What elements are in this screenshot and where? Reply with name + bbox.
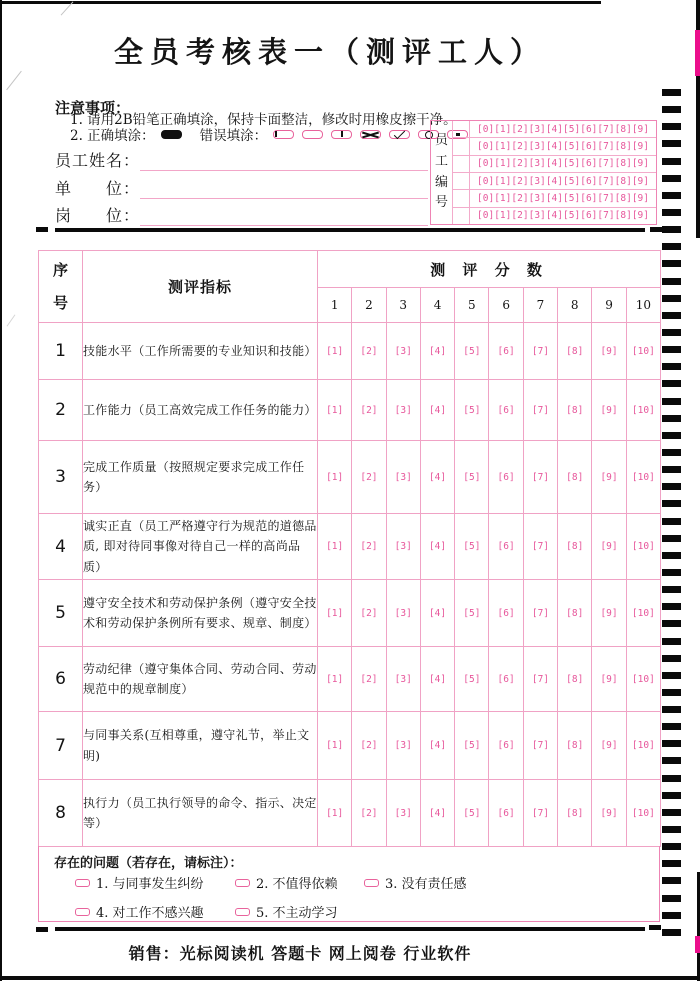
score-bubble[interactable]: [9] bbox=[592, 380, 626, 441]
digit-bubble[interactable]: [3] bbox=[528, 192, 546, 204]
timing-mark bbox=[662, 655, 681, 662]
problem-item bbox=[235, 902, 338, 921]
table-row bbox=[39, 780, 661, 847]
score-bubble[interactable]: [3] bbox=[386, 712, 420, 780]
row-number: 4 bbox=[39, 514, 83, 580]
scan-edge-top bbox=[0, 1, 601, 4]
timing-mark bbox=[662, 175, 681, 182]
timing-mark bbox=[662, 312, 681, 319]
timing-mark bbox=[662, 363, 681, 370]
score-column-number: 4 bbox=[420, 288, 454, 323]
table-row bbox=[39, 580, 661, 647]
digit-bubble[interactable]: [6] bbox=[580, 158, 598, 170]
digit-bubble[interactable]: [0] bbox=[477, 140, 495, 152]
employee-name-input-line[interactable] bbox=[140, 152, 428, 171]
digit-bubble[interactable]: [8] bbox=[614, 210, 632, 222]
problem-item bbox=[235, 873, 338, 892]
score-bubble[interactable]: [7] bbox=[523, 514, 557, 580]
table-row bbox=[39, 514, 661, 580]
problem-item bbox=[75, 873, 204, 892]
problem-checkbox-1[interactable] bbox=[75, 879, 90, 887]
digit-bubble[interactable]: [2] bbox=[511, 192, 529, 204]
score-column-number: 10 bbox=[626, 288, 660, 323]
digit-bubble[interactable]: [1] bbox=[494, 175, 512, 187]
digit-bubble[interactable]: [0] bbox=[477, 210, 495, 222]
employee-id-row bbox=[453, 156, 656, 173]
score-bubble[interactable]: [10] bbox=[626, 580, 660, 647]
digit-bubble[interactable]: [2] bbox=[511, 123, 529, 135]
digit-bubble[interactable]: [8] bbox=[614, 158, 632, 170]
score-bubble[interactable]: [3] bbox=[386, 514, 420, 580]
correct-fill-sample bbox=[161, 130, 182, 139]
problem-label: 4. 对工作不感兴趣 bbox=[96, 906, 204, 921]
magenta-strip-bottom bbox=[695, 936, 700, 953]
score-bubble[interactable]: [7] bbox=[523, 380, 557, 441]
score-bubble[interactable]: [4] bbox=[420, 514, 454, 580]
digit-bubble[interactable]: [7] bbox=[597, 175, 615, 187]
score-bubble[interactable]: [5] bbox=[455, 323, 489, 380]
score-bubble[interactable]: [8] bbox=[558, 712, 592, 780]
digit-bubble[interactable]: [6] bbox=[580, 140, 598, 152]
employee-id-label: 员工编号 bbox=[431, 121, 453, 224]
score-bubble[interactable]: [9] bbox=[592, 780, 626, 847]
digit-bubble[interactable]: [0] bbox=[477, 192, 495, 204]
score-column-number: 3 bbox=[386, 288, 420, 323]
timing-mark bbox=[662, 209, 681, 216]
id-digit-write-cell[interactable] bbox=[453, 173, 470, 189]
digit-bubble[interactable]: [0] bbox=[477, 123, 495, 135]
score-bubble[interactable]: [4] bbox=[420, 580, 454, 647]
digit-bubble[interactable]: [9] bbox=[631, 210, 649, 222]
post-input-line[interactable] bbox=[140, 207, 428, 226]
score-bubble[interactable]: [7] bbox=[523, 712, 557, 780]
scan-edge-left bbox=[0, 0, 2, 981]
header-no: 序号 bbox=[39, 251, 83, 323]
timing-mark bbox=[662, 586, 681, 593]
table-row bbox=[39, 647, 661, 712]
timing-mark bbox=[662, 243, 681, 250]
score-bubble[interactable]: [4] bbox=[420, 712, 454, 780]
digit-bubble[interactable]: [4] bbox=[545, 140, 563, 152]
page-title: 全员考核表一（测评工人） bbox=[113, 35, 546, 69]
digit-bubble[interactable]: [4] bbox=[545, 210, 563, 222]
table-row bbox=[39, 323, 661, 380]
score-bubble[interactable]: [4] bbox=[420, 380, 454, 441]
score-bubble[interactable]: [3] bbox=[386, 780, 420, 847]
row-indicator: 诚实正直（员工严格遵守行为规范的道德品质, 即对待同事像对待自己一样的高尚品质） bbox=[83, 514, 318, 580]
digit-bubble[interactable]: [4] bbox=[545, 123, 563, 135]
timing-mark bbox=[662, 398, 681, 405]
row-number: 8 bbox=[39, 780, 83, 847]
score-bubble[interactable]: [2] bbox=[352, 380, 386, 441]
digit-bubble[interactable]: [9] bbox=[631, 158, 649, 170]
score-column-number: 1 bbox=[318, 288, 352, 323]
score-bubble[interactable]: [10] bbox=[626, 712, 660, 780]
timing-mark bbox=[662, 929, 681, 936]
digit-bubble[interactable]: [0] bbox=[477, 158, 495, 170]
digit-bubble[interactable]: [1] bbox=[494, 123, 512, 135]
score-column-number: 8 bbox=[558, 288, 592, 323]
timing-mark bbox=[662, 415, 681, 422]
employee-id-rows bbox=[453, 121, 656, 224]
omr-sync-square bbox=[36, 927, 48, 932]
digit-bubble[interactable]: [6] bbox=[580, 210, 598, 222]
digit-bubble[interactable]: [0] bbox=[477, 175, 495, 187]
omr-timing-track bbox=[662, 89, 681, 946]
score-bubble[interactable]: [8] bbox=[558, 780, 592, 847]
digit-bubble[interactable]: [4] bbox=[545, 158, 563, 170]
timing-mark bbox=[662, 895, 681, 902]
problem-checkbox-2[interactable] bbox=[235, 879, 250, 887]
digit-bubble[interactable]: [2] bbox=[511, 158, 529, 170]
score-bubble[interactable]: [5] bbox=[455, 441, 489, 514]
digit-bubble[interactable]: [6] bbox=[580, 123, 598, 135]
score-bubble[interactable]: [5] bbox=[455, 780, 489, 847]
timing-mark bbox=[662, 877, 681, 884]
timing-mark bbox=[662, 346, 681, 353]
score-bubble[interactable]: [9] bbox=[592, 323, 626, 380]
score-bubble[interactable]: [3] bbox=[386, 647, 420, 712]
timing-mark bbox=[662, 775, 681, 782]
problems-section bbox=[38, 846, 660, 922]
scan-scratch bbox=[6, 71, 22, 91]
timing-mark bbox=[662, 569, 681, 576]
digit-bubble[interactable]: [7] bbox=[597, 192, 615, 204]
score-bubble[interactable]: [1] bbox=[318, 514, 352, 580]
score-column-number: 6 bbox=[489, 288, 523, 323]
digit-bubble[interactable]: [5] bbox=[563, 210, 581, 222]
score-bubble[interactable]: [3] bbox=[386, 380, 420, 441]
problem-label: 5. 不主动学习 bbox=[256, 906, 338, 921]
score-bubble[interactable]: [2] bbox=[352, 441, 386, 514]
timing-mark bbox=[662, 912, 681, 919]
timing-mark bbox=[662, 106, 681, 113]
digit-bubble[interactable]: [7] bbox=[597, 123, 615, 135]
table-row bbox=[39, 380, 661, 441]
notice-line-2 bbox=[70, 124, 476, 144]
timing-mark bbox=[662, 329, 681, 336]
digit-bubble[interactable]: [5] bbox=[563, 140, 581, 152]
employee-id-row bbox=[453, 190, 656, 207]
digit-bubble[interactable]: [6] bbox=[580, 192, 598, 204]
digit-bubble[interactable]: [9] bbox=[631, 192, 649, 204]
score-bubble[interactable]: [6] bbox=[489, 380, 523, 441]
timing-mark bbox=[662, 432, 681, 439]
timing-mark bbox=[662, 843, 681, 850]
row-indicator: 执行力（员工执行领导的命令、指示、决定等） bbox=[83, 780, 318, 847]
wrong-fill-sample-leftbar bbox=[273, 130, 294, 139]
field-unit bbox=[55, 176, 428, 199]
timing-mark bbox=[662, 518, 681, 525]
digit-bubble[interactable]: [7] bbox=[597, 140, 615, 152]
wrong-fill-sample-centerbar bbox=[331, 130, 352, 139]
row-indicator: 技能水平（工作所需要的专业知识和技能） bbox=[83, 323, 318, 380]
score-bubble[interactable]: [4] bbox=[420, 441, 454, 514]
wrong-fill-label: 错误填涂： bbox=[199, 128, 268, 144]
score-bubble[interactable]: [7] bbox=[523, 323, 557, 380]
digit-bubble[interactable]: [9] bbox=[631, 123, 649, 135]
magenta-strip-top bbox=[695, 30, 700, 76]
employee-id-row bbox=[453, 208, 656, 224]
score-bubble[interactable]: [9] bbox=[592, 514, 626, 580]
score-bubble[interactable]: [2] bbox=[352, 780, 386, 847]
score-bubble[interactable]: [4] bbox=[420, 780, 454, 847]
score-bubble[interactable]: [1] bbox=[318, 712, 352, 780]
row-indicator: 完成工作质量（按照规定要求完成工作任务） bbox=[83, 441, 318, 514]
score-column-number: 7 bbox=[523, 288, 557, 323]
digit-bubble[interactable]: [2] bbox=[511, 140, 529, 152]
timing-mark bbox=[662, 380, 681, 387]
employee-id-row bbox=[453, 138, 656, 155]
score-bubble[interactable]: [1] bbox=[318, 647, 352, 712]
digit-bubble[interactable]: [3] bbox=[528, 123, 546, 135]
score-bubble[interactable]: [10] bbox=[626, 780, 660, 847]
digit-bubble[interactable]: [1] bbox=[494, 210, 512, 222]
timing-mark bbox=[662, 740, 681, 747]
digit-bubble[interactable]: [8] bbox=[614, 175, 632, 187]
score-bubble[interactable]: [5] bbox=[455, 580, 489, 647]
timing-mark bbox=[662, 295, 681, 302]
correct-fill-label: 2. 正确填涂： bbox=[70, 128, 155, 144]
score-column-number: 2 bbox=[352, 288, 386, 323]
digit-bubble[interactable]: [5] bbox=[563, 192, 581, 204]
problem-checkbox-5[interactable] bbox=[235, 908, 250, 916]
digit-bubble[interactable]: [4] bbox=[545, 175, 563, 187]
id-digit-write-cell[interactable] bbox=[453, 208, 470, 224]
score-bubble[interactable]: [2] bbox=[352, 647, 386, 712]
score-bubble[interactable]: [1] bbox=[318, 323, 352, 380]
timing-mark bbox=[662, 792, 681, 799]
score-bubble[interactable]: [2] bbox=[352, 580, 386, 647]
digit-bubble[interactable]: [4] bbox=[545, 192, 563, 204]
row-number: 2 bbox=[39, 380, 83, 441]
timing-mark bbox=[662, 500, 681, 507]
score-bubble[interactable]: [10] bbox=[626, 514, 660, 580]
employee-id-box bbox=[430, 120, 657, 225]
timing-mark bbox=[662, 89, 681, 96]
problem-item bbox=[364, 873, 467, 892]
row-number: 5 bbox=[39, 580, 83, 647]
score-bubble[interactable]: [8] bbox=[558, 647, 592, 712]
score-bubble[interactable]: [6] bbox=[489, 712, 523, 780]
timing-mark bbox=[662, 638, 681, 645]
timing-mark bbox=[662, 192, 681, 199]
score-bubble[interactable]: [5] bbox=[455, 380, 489, 441]
score-bubble[interactable]: [3] bbox=[386, 441, 420, 514]
score-bubble[interactable]: [1] bbox=[318, 441, 352, 514]
digit-bubble[interactable]: [1] bbox=[494, 158, 512, 170]
timing-mark bbox=[662, 689, 681, 696]
header-indicator: 测评指标 bbox=[83, 251, 318, 323]
digit-bubble[interactable]: [5] bbox=[563, 123, 581, 135]
score-bubble[interactable]: [10] bbox=[626, 380, 660, 441]
notices-heading: 注意事项： bbox=[55, 99, 131, 117]
timing-mark bbox=[662, 826, 681, 833]
wrong-fill-sample-cross bbox=[360, 130, 381, 139]
timing-mark bbox=[662, 260, 681, 267]
score-bubble[interactable]: [10] bbox=[626, 647, 660, 712]
problem-checkbox-3[interactable] bbox=[364, 879, 379, 887]
score-bubble[interactable]: [2] bbox=[352, 712, 386, 780]
score-bubble[interactable]: [8] bbox=[558, 514, 592, 580]
digit-bubble[interactable]: [2] bbox=[511, 210, 529, 222]
score-bubble[interactable]: [1] bbox=[318, 380, 352, 441]
timing-mark bbox=[662, 757, 681, 764]
digit-bubble[interactable]: [8] bbox=[614, 140, 632, 152]
row-number: 6 bbox=[39, 647, 83, 712]
score-bubble[interactable]: [3] bbox=[386, 323, 420, 380]
employee-id-row bbox=[453, 121, 656, 138]
timing-mark bbox=[662, 809, 681, 816]
timing-mark bbox=[662, 226, 681, 233]
digit-bubble[interactable]: [8] bbox=[614, 123, 632, 135]
timing-mark bbox=[662, 535, 681, 542]
score-bubble[interactable]: [1] bbox=[318, 580, 352, 647]
score-bubble[interactable]: [8] bbox=[558, 323, 592, 380]
score-bubble[interactable]: [7] bbox=[523, 780, 557, 847]
field-employee-name bbox=[55, 148, 428, 171]
row-number: 1 bbox=[39, 323, 83, 380]
timing-mark bbox=[662, 672, 681, 679]
score-bubble[interactable]: [7] bbox=[523, 441, 557, 514]
score-bubble[interactable]: [8] bbox=[558, 380, 592, 441]
timing-mark bbox=[662, 603, 681, 610]
timing-mark bbox=[662, 706, 681, 713]
score-bubble[interactable]: [6] bbox=[489, 647, 523, 712]
scan-scratch bbox=[7, 314, 16, 326]
timing-mark bbox=[662, 620, 681, 627]
score-bubble[interactable]: [6] bbox=[489, 441, 523, 514]
notice-line-1: 1. 请用2B铅笔正确填涂，保持卡面整洁，修改时用橡皮擦干净。 bbox=[70, 112, 457, 128]
field-label: 单 位： bbox=[55, 179, 141, 198]
digit-bubble[interactable]: [6] bbox=[580, 175, 598, 187]
digit-bubble[interactable]: [3] bbox=[528, 175, 546, 187]
row-indicator: 遵守安全技术和劳动保护条例（遵守安全技术和劳动保护条例所有要求、规章、制度） bbox=[83, 580, 318, 647]
omr-sync-line-top bbox=[55, 228, 645, 232]
score-bubble[interactable]: [5] bbox=[455, 647, 489, 712]
table-row bbox=[39, 441, 661, 514]
timing-mark bbox=[662, 449, 681, 456]
score-bubble[interactable]: [4] bbox=[420, 323, 454, 380]
digit-bubble[interactable]: [7] bbox=[597, 158, 615, 170]
unit-input-line[interactable] bbox=[140, 180, 428, 199]
row-number: 7 bbox=[39, 712, 83, 780]
timing-mark bbox=[662, 860, 681, 867]
table-row bbox=[39, 712, 661, 780]
score-bubble[interactable]: [9] bbox=[592, 712, 626, 780]
score-bubble[interactable]: [9] bbox=[592, 580, 626, 647]
score-bubble[interactable]: [8] bbox=[558, 580, 592, 647]
score-bubble[interactable]: [10] bbox=[626, 441, 660, 514]
omr-sync-line-bottom bbox=[55, 927, 645, 931]
score-bubble[interactable]: [6] bbox=[489, 780, 523, 847]
score-bubble[interactable]: [10] bbox=[626, 323, 660, 380]
timing-mark bbox=[662, 158, 681, 165]
header-score: 测 评 分 数 bbox=[318, 251, 661, 288]
digit-bubble[interactable]: [9] bbox=[631, 175, 649, 187]
digit-bubble[interactable]: [9] bbox=[631, 140, 649, 152]
score-bubble[interactable]: [5] bbox=[455, 712, 489, 780]
digit-bubble[interactable]: [3] bbox=[528, 140, 546, 152]
wrong-fill-sample-empty bbox=[302, 130, 323, 139]
digit-bubble[interactable]: [8] bbox=[614, 192, 632, 204]
row-number: 3 bbox=[39, 441, 83, 514]
digit-bubble[interactable]: [3] bbox=[528, 210, 546, 222]
digit-bubble[interactable]: [7] bbox=[597, 210, 615, 222]
problems-heading: 存在的问题（若存在，请标注）： bbox=[54, 856, 243, 871]
score-bubble[interactable]: [8] bbox=[558, 441, 592, 514]
digit-bubble[interactable]: [3] bbox=[528, 158, 546, 170]
digit-bubble[interactable]: [5] bbox=[563, 158, 581, 170]
problem-label: 1. 与同事发生纠纷 bbox=[96, 877, 204, 892]
timing-mark bbox=[662, 123, 681, 130]
omr-sync-square bbox=[649, 925, 661, 930]
id-digit-write-cell[interactable] bbox=[453, 121, 470, 137]
score-bubble[interactable]: [1] bbox=[318, 780, 352, 847]
score-column-number: 9 bbox=[592, 288, 626, 323]
digit-bubble[interactable]: [5] bbox=[563, 175, 581, 187]
score-bubble[interactable]: [5] bbox=[455, 514, 489, 580]
score-bubble[interactable]: [7] bbox=[523, 647, 557, 712]
vendor-footer: 销售：光标阅读机 答题卡 网上阅卷 行业软件 bbox=[128, 944, 472, 963]
timing-mark bbox=[662, 552, 681, 559]
field-label: 员工姓名： bbox=[55, 151, 141, 170]
field-post bbox=[55, 203, 428, 226]
scan-edge-bottom bbox=[0, 976, 700, 980]
digit-bubble[interactable]: [1] bbox=[494, 140, 512, 152]
score-bubble[interactable]: [4] bbox=[420, 647, 454, 712]
id-digit-write-cell[interactable] bbox=[453, 138, 470, 154]
timing-mark bbox=[662, 466, 681, 473]
timing-mark bbox=[662, 140, 681, 147]
id-digit-write-cell[interactable] bbox=[453, 156, 470, 172]
score-bubble[interactable]: [3] bbox=[386, 580, 420, 647]
score-bubble[interactable]: [9] bbox=[592, 441, 626, 514]
score-bubble[interactable]: [9] bbox=[592, 647, 626, 712]
digit-bubble[interactable]: [1] bbox=[494, 192, 512, 204]
score-bubble[interactable]: [7] bbox=[523, 580, 557, 647]
problem-label: 2. 不值得依赖 bbox=[256, 877, 338, 892]
score-bubble[interactable]: [6] bbox=[489, 580, 523, 647]
field-label: 岗 位： bbox=[55, 206, 141, 225]
digit-bubble[interactable]: [2] bbox=[511, 175, 529, 187]
row-indicator: 劳动纪律（遵守集体合同、劳动合同、劳动规范中的规章制度） bbox=[83, 647, 318, 712]
employee-id-row bbox=[453, 173, 656, 190]
score-column-number: 5 bbox=[455, 288, 489, 323]
score-bubble[interactable]: [2] bbox=[352, 323, 386, 380]
evaluation-table bbox=[38, 250, 661, 847]
score-bubble[interactable]: [2] bbox=[352, 514, 386, 580]
row-indicator: 工作能力（员工高效完成工作任务的能力） bbox=[83, 380, 318, 441]
timing-mark bbox=[662, 278, 681, 285]
wrong-fill-sample-check bbox=[389, 130, 410, 139]
row-indicator: 与同事关系(互相尊重，遵守礼节，举止文明) bbox=[83, 712, 318, 780]
problem-item bbox=[75, 902, 204, 921]
timing-mark bbox=[662, 483, 681, 490]
timing-mark bbox=[662, 723, 681, 730]
score-bubble[interactable]: [6] bbox=[489, 323, 523, 380]
problem-label: 3. 没有责任感 bbox=[385, 877, 467, 892]
omr-sync-square bbox=[36, 227, 48, 232]
score-bubble[interactable]: [6] bbox=[489, 514, 523, 580]
problem-checkbox-4[interactable] bbox=[75, 908, 90, 916]
id-digit-write-cell[interactable] bbox=[453, 190, 470, 206]
omr-sync-square bbox=[650, 227, 662, 232]
